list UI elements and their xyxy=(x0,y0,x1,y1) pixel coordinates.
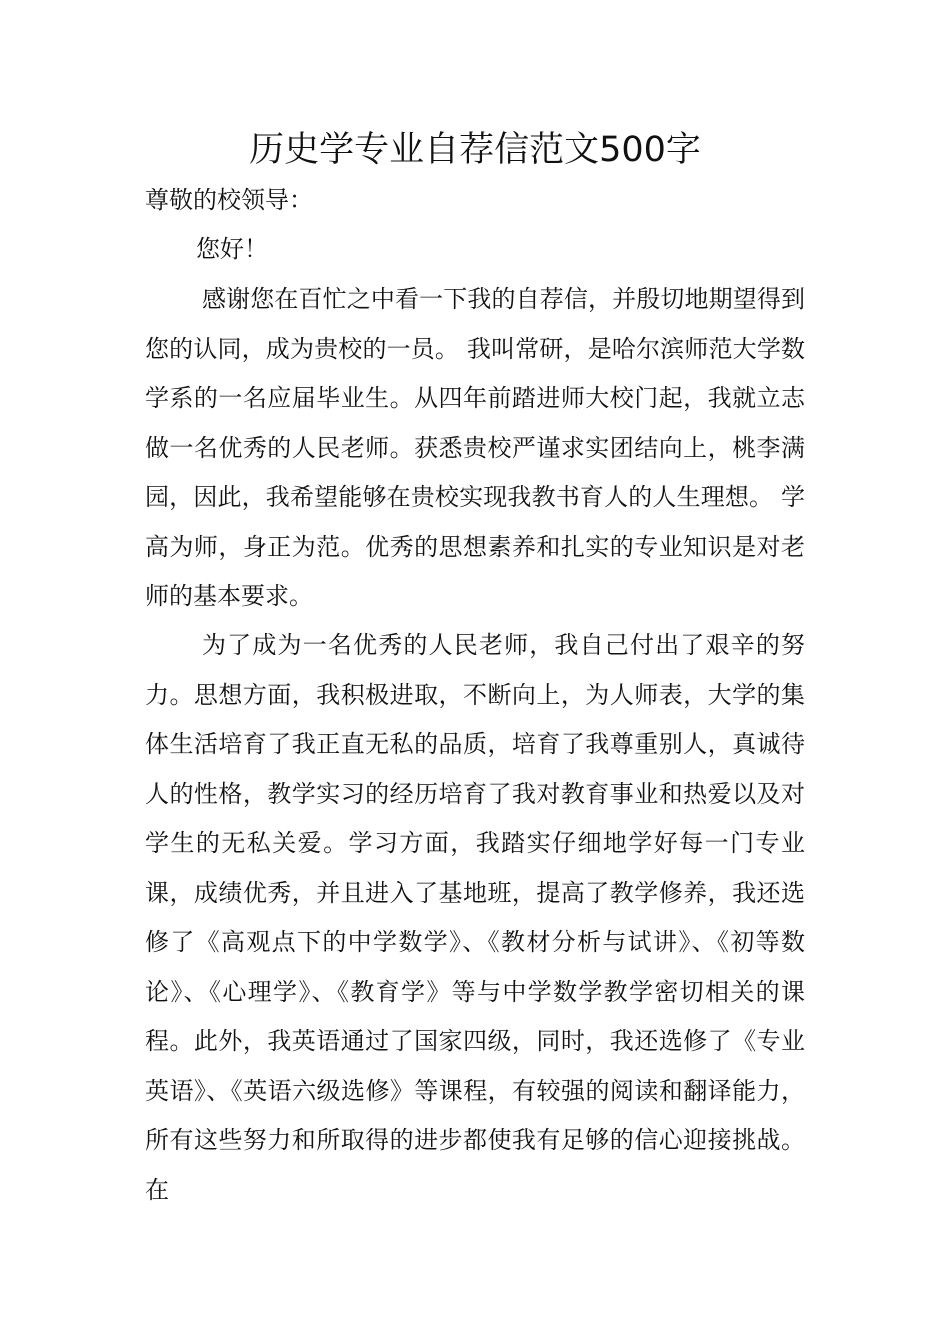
body-paragraph-1: 感谢您在百忙之中看一下我的自荐信，并殷切地期望得到您的认同，成为贵校的一员。 我叫常研，是哈尔滨师范大学数学系的一名应届毕业生。从四年前踏进师大校门起，我就立志做一名优秀的人民老师。获悉贵校严谨求实团结向上，桃李满园，因此，我希望能够在贵校实现我教书育人的人生理想。 学高为师，身正为范。优秀的思想素养和扎实的专业知识是对老师的基本要求。 xyxy=(145,285,805,610)
greeting: 您好！ xyxy=(196,235,268,263)
document-title: 历史学专业自荐信范文500字 xyxy=(249,130,701,170)
salutation: 尊敬的校领导： xyxy=(145,186,313,214)
body-paragraph-2: 为了成为一名优秀的人民老师，我自己付出了艰辛的努力。思想方面，我积极进取，不断向上，为人师表，大学的集体生活培育了我正直无私的品质，培育了我尊重别人，真诚待人的性格，教学实习的经历培育了我对教育事业和热爱以及对学生的无私关爱。学习方面，我踏实仔细地学好每一门专业课，成绩优秀，并且进入了基地班，提高了教学修养，我还选修了《高观点下的中学数学》、《教材分析与试讲》、《初等数论》、《心理学》、《教育学》等与中学数学教学密切相关的课程。此外，我英语通过了国家四级，同时，我还选修了《专业英语》、《英语六级选修》等课程，有较强的阅读和翻译能力，所有这些努力和所取得的进步都使我有足够的信心迎接挑战。 在 xyxy=(145,631,805,1204)
